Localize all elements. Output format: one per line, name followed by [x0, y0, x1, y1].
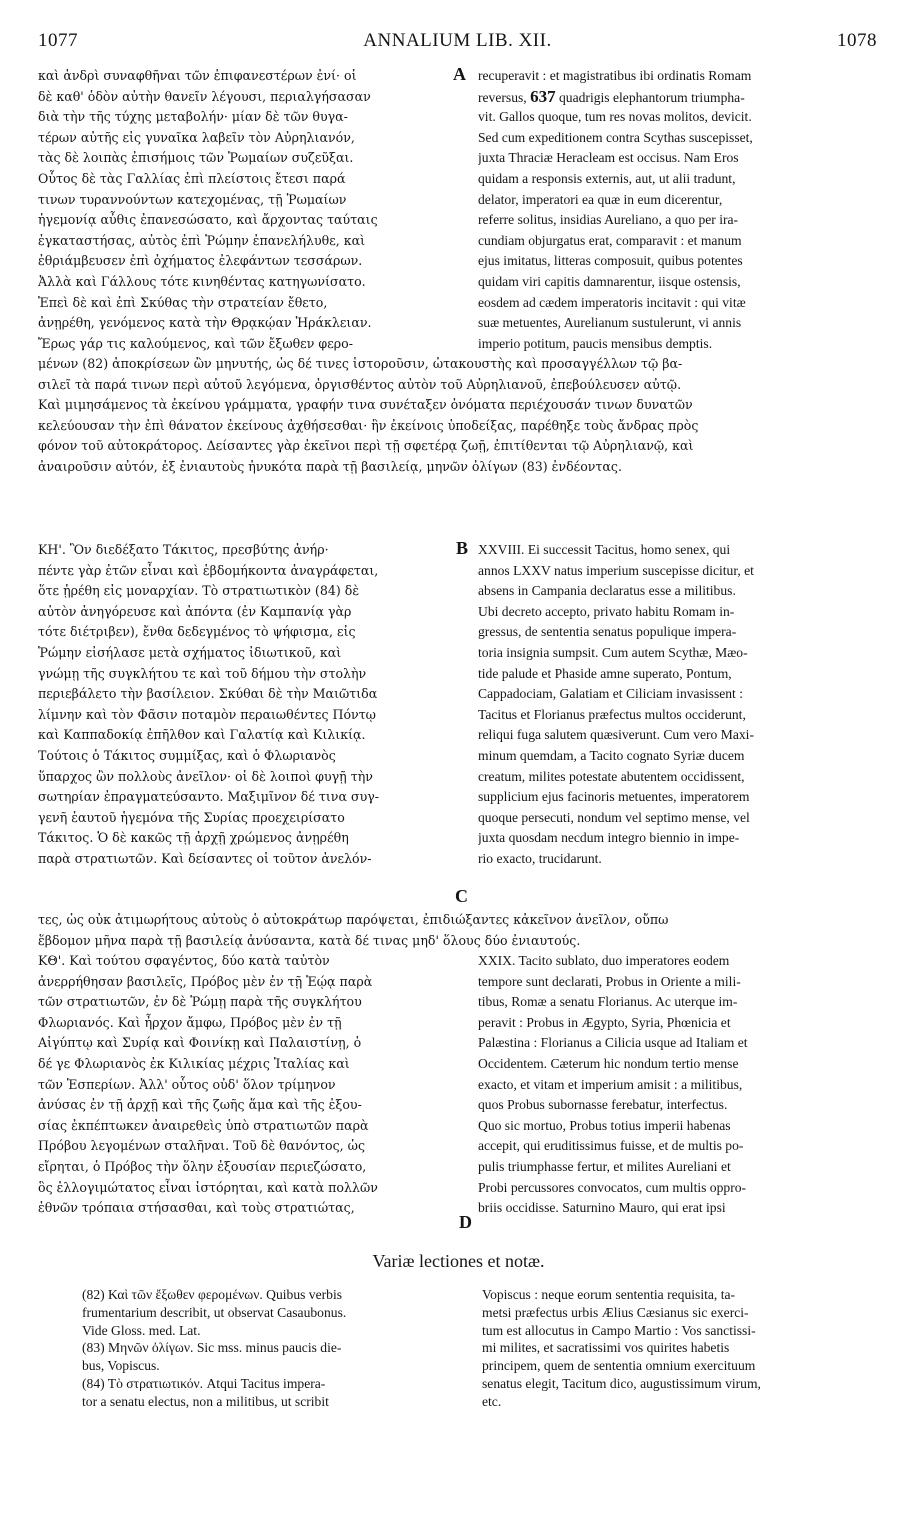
- greek-text-line: περιεβάλετο τὴν βασίλειον. Σκύθαι δὲ τὴν Μαιῶτιδα: [38, 686, 378, 702]
- latin-text-line: reliqui fuga salutem quæsiverunt. Cum vero Maxi-: [478, 727, 754, 743]
- latin-text-line: reversus, 637 quadrigis elephantorum triumpha-: [478, 86, 745, 106]
- margin-mark-b: B: [456, 538, 469, 558]
- greek-text-line: ἀνῃρέθη, γενόμενος κατὰ τὴν Θρᾳκῴαν Ἡράκλειαν.: [38, 315, 372, 331]
- greek-text-line: πέντε γὰρ ἐτῶν εἶναι καὶ ἑβδομήκοντα ἀναγράφεται,: [38, 562, 379, 578]
- latin-text-line: creatum, milites potestate abutentem occidissent,: [478, 768, 745, 784]
- latin-text-line: quidam viri capitis damnarentur, iisque ostensis,: [478, 273, 741, 289]
- greek-text-line: καὶ ἀνδρὶ συναφθῆναι τῶν ἐπιφανεστέρων ἐνί· οἱ: [38, 68, 357, 83]
- greek-column-bottom: [38, 951, 454, 1219]
- greek-text-line: Ἔρως γάρ τις καλούμενος, καὶ τῶν ἔξωθεν φερο-: [38, 335, 353, 351]
- greek-text-line: Ῥώμην εἰσήλασε μετὰ σχήματος ἰδιωτικοῦ, καὶ: [38, 644, 342, 660]
- greek-text-line: Ἀλλὰ καὶ Γάλλους τότε κινηθέντας κατηγωνίσατο.: [38, 273, 366, 289]
- greek-text-line: λίμνην καὶ τὸν Φᾶσιν ποταμὸν περαιωθέντες Πόντῳ: [38, 706, 376, 722]
- greek-text-line: Φλωριανός. Καὶ ἦρχον ἄμφω, Πρόβος μὲν ἐν τῇ: [38, 1014, 342, 1030]
- greek-text-line: ἕβδομον μῆνα παρὰ τῇ βασιλείᾳ ἀνύσαντα, κατὰ δέ τινας μηδ' ὅλους δύο ἐνιαυτούς.: [38, 932, 581, 948]
- latin-text-line: minum quemdam, a Tacito cognato Syriæ ducem: [478, 747, 745, 763]
- latin-text-line: delator, imperatori ea quæ in eum dicerentur,: [478, 191, 723, 207]
- greek-text-line: σωτηρίαν ἐπραγματεύσαντο. Μαξιμῖνον δέ τινα συγ-: [38, 789, 380, 805]
- greek-text-line: καὶ Καππαδοκίᾳ ἐπῆλθον καὶ Γαλατίᾳ καὶ Κιλικίᾳ.: [38, 727, 366, 743]
- greek-text-line: ΚΗ'. Ὃν διεδέξατο Τάκιτος, πρεσβύτης ἀνήρ·: [38, 542, 329, 557]
- latin-text-line: toria insignia sumpsit. Cum autem Scythæ, Mæo-: [478, 644, 748, 660]
- latin-text-line: quidam a responsis externis, aut, ut alii tradunt,: [478, 170, 736, 186]
- latin-text-line: XXVIII. Ei successit Tacitus, homo senex, qui: [478, 542, 731, 557]
- note-line: tum est allocutus in Campo Martio : Vos sanctissi-: [482, 1322, 756, 1338]
- latin-text-line: juxta quosdam necdum integro biennio in impe-: [478, 830, 740, 846]
- latin-column-top: [478, 66, 880, 354]
- latin-text-line: Probi percussores convocatos, cum multis oppro-: [478, 1179, 747, 1195]
- latin-text-line: juxta Thraciæ Heracleam est occisus. Nam Eros: [478, 150, 739, 166]
- notes-heading: Variæ lectiones et notæ.: [372, 1251, 545, 1271]
- note-line: (83) Μηνῶν ὀλίγων. Sic mss. minus paucis die-: [82, 1340, 342, 1356]
- latin-text-line: cundiam objurgatus erat, comparavit : et manum: [478, 232, 742, 248]
- latin-text-line: supplicium ejus facinoris metuentes, imperatorem: [478, 789, 750, 805]
- greek-text-line: Τάκιτος. Ὁ δὲ κακῶς τῇ ἀρχῇ χρώμενος ἀνῃρέθη: [38, 830, 349, 846]
- latin-text-line: imperio potitum, paucis mensibus demptis.: [478, 335, 713, 351]
- greek-full-width-passage-2: [38, 910, 880, 951]
- latin-text-line: Occidentem. Cæterum hic nondum tertio mense: [478, 1055, 739, 1071]
- greek-column-top: [38, 66, 454, 354]
- greek-column-middle: [38, 540, 454, 870]
- latin-text-line: referre solitus, insidias Aureliano, a quo per ira-: [478, 212, 739, 228]
- running-title: ANNALIUM LIB. XII.: [363, 30, 552, 51]
- greek-text-line: δέ γε Φλωριανὸς ἐκ Κιλικίας μέχρις Ἰταλίας καὶ: [38, 1055, 350, 1071]
- greek-text-line: ΚΘ'. Καὶ τούτου σφαγέντος, δύο κατὰ ταὐτὸν: [38, 953, 330, 968]
- latin-text-line: exacto, et vitam et imperium amisit : a militibus,: [478, 1076, 743, 1092]
- latin-text-line: rio exacto, trucidarunt.: [478, 850, 602, 866]
- latin-text-line: accepit, qui eruditissimus fuisse, et de multis po-: [478, 1138, 744, 1154]
- greek-text-line: τὰς δὲ λοιπὰς ἐπισήμοις τῶν Ῥωμαίων συζεῦξαι.: [38, 150, 354, 166]
- greek-text-line: ὃς ἐλλογιμώτατος εἶναι ἱστόρηται, καὶ κατὰ πολλῶν: [38, 1179, 378, 1195]
- latin-text-line: eosdem ad cædem imperatoris incitavit : qui vitæ: [478, 294, 746, 310]
- latin-text-line: quos Probus subornasse ferebatur, interfectus.: [478, 1097, 728, 1113]
- margin-mark-c: C: [455, 886, 468, 906]
- greek-text-line: σίας ἐκπέπτωκεν ἀναιρεθεὶς ὑπὸ στρατιωτῶν παρὰ: [38, 1117, 369, 1133]
- greek-text-line: παρὰ στρατιωτῶν. Καὶ δείσαντες οἱ τοῦτον ἀνελόν-: [38, 850, 372, 866]
- greek-full-width-passage-1: [38, 354, 880, 478]
- greek-text-line: φόνον τοῦ αὐτοκράτορος. Δείσαντες γὰρ ἐκεῖνοι περὶ τῇ σφετέρᾳ ζωῇ, ἐπιτίθενται τῷ Αὐρηλιανῷ, καὶ: [38, 438, 694, 454]
- greek-text-line: αὐτὸν ἀνηγόρευσε καὶ ἀπόντα (ἐν Καμπανίᾳ γὰρ: [38, 603, 352, 619]
- greek-text-line: τινων τυραννούντων κατεχομένας, τῇ Ῥωμαίων: [38, 191, 347, 207]
- latin-text-line: ejus imitatus, litteras composuit, quibus potentes: [478, 253, 743, 269]
- greek-text-line: Καὶ μιμησάμενος τὰ ἐκείνου γράμματα, γραφήν τινα συνέταξεν ὀνόματα περιέχουσάν τινων δυνατῶν: [38, 397, 693, 413]
- latin-text-line: recuperavit : et magistratibus ibi ordinatis Romam: [478, 68, 752, 83]
- greek-text-line: διὰ τὴν τῆς τύχης μεταβολήν· μίαν δὲ τῶν θυγα-: [38, 109, 348, 125]
- note-line: tor a senatu electus, non a militibus, ut scribit: [82, 1393, 329, 1409]
- greek-text-line: ἀνύσας ἐν τῇ ἀρχῇ καὶ τῆς ζωῆς ἅμα καὶ τῆς ἐξου-: [38, 1097, 362, 1113]
- greek-text-line: εἴρηται, ὁ Πρόβος τὴν ὅλην ἐξουσίαν περιεζώσατο,: [38, 1158, 367, 1174]
- latin-text-line: Tacitus et Florianus præfectus multos occiderunt,: [478, 706, 746, 722]
- note-line: frumentarium describit, ut observat Casaubonus.: [82, 1304, 347, 1320]
- note-line: etc.: [482, 1393, 502, 1409]
- latin-text-line: XXIX. Tacito sublato, duo imperatores eodem: [478, 953, 730, 968]
- original-page-number: 637: [530, 86, 556, 106]
- latin-text-line: Palæstina : Florianus a Cilicia usque ad Italiam et: [478, 1035, 748, 1051]
- latin-text-line: pulis triumphasse fertur, et milites Aureliani et: [478, 1158, 731, 1174]
- greek-text-line: τῶν Ἑσπερίων. Ἀλλ' οὗτος οὐδ' ὅλον τρίμηνον: [38, 1076, 336, 1092]
- greek-text-line: ἐθριάμβευσεν ἐπὶ ὀχήματος ἐλεφάντων τεσσάρων.: [38, 253, 363, 269]
- greek-text-line: τότε διέτριβεν), ἔνθα δεδεγμένος τὸ ψήφισμα, εἰς: [38, 624, 356, 640]
- greek-text-line: Αἰγύπτῳ καὶ Συρίᾳ καὶ Φοινίκῃ καὶ Παλαιστίνῃ, ὁ: [38, 1035, 362, 1051]
- margin-mark-a: A: [453, 64, 466, 84]
- greek-text-line: τες, ὡς οὐκ ἀτιμωρήτους αὐτοὺς ὁ αὐτοκράτωρ παρόψεται, ἐπιδιώξαντες κἀκεῖνον ἀνεῖλον, οὔπω: [38, 912, 669, 927]
- greek-text-line: Ἐπεὶ δὲ καὶ ἐπὶ Σκύθας τὴν στρατείαν ἔθετο,: [38, 294, 328, 310]
- notes-right-column: [482, 1286, 882, 1411]
- greek-text-line: δὲ καθ' ὁδὸν αὐτὴν θανεῖν λέγουσι, περιαλγήσασαν: [38, 88, 371, 104]
- note-line: bus, Vopiscus.: [82, 1358, 160, 1374]
- latin-text-line: Quo sic mortuo, Probus totius imperii habenas: [478, 1117, 731, 1133]
- latin-text-line: peravit : Probus in Ægypto, Syria, Phœnicia et: [478, 1014, 731, 1030]
- greek-text-line: Οὗτος δὲ τὰς Γαλλίας ἐπὶ πλείστοις ἔτεσι παρά: [38, 170, 346, 186]
- greek-text-line: σιλεῖ τὰ παρά τινων περὶ αὐτοῦ λεγόμενα, ὀργισθέντος αὐτὸν τοῦ Αὐρηλιανοῦ, ἐπεβούλευσεν αὐτῷ.: [38, 376, 682, 392]
- latin-text-line: briis occidisse. Saturnino Mauro, qui erat ipsi: [478, 1200, 726, 1216]
- note-line: senatus elegit, Tacitum dico, augustissimum virum,: [482, 1375, 761, 1391]
- note-line: (84) Τὸ στρατιωτικόν. Atqui Tacitus impera-: [82, 1375, 326, 1391]
- page-number-left: 1077: [38, 30, 78, 51]
- greek-text-line: ἐγκαταστήσας, αὐτὸς ἐπὶ Ῥώμην ἐπανελήλυθε, καὶ: [38, 232, 366, 248]
- latin-column-bottom: [478, 951, 880, 1219]
- note-line: mi milites, et sacratissimi vos quirites habetis: [482, 1340, 730, 1356]
- latin-text-line: annos LXXV natus imperium suscepisse dicitur, et: [478, 562, 754, 578]
- note-line: principem, quem de sententia omnium exercituum: [482, 1358, 756, 1374]
- greek-text-line: ὕπαρχος ὢν πολλοὺς ἀνεῖλον· οἱ δὲ λοιποὶ φυγῇ τὴν: [38, 768, 373, 784]
- latin-text-line: Ubi decreto accepto, privato habitu Romam in-: [478, 603, 735, 619]
- latin-text-line: gressus, de sententia senatus populique impera-: [478, 624, 737, 640]
- latin-text-line: suæ metuentes, Aurelianum sustulerunt, vi annis: [478, 315, 742, 331]
- latin-text-line: vit. Gallos quoque, tum res novas molitos, devicit.: [478, 109, 752, 125]
- note-line: Vide Gloss. med. Lat.: [82, 1322, 201, 1338]
- greek-text-line: τῶν στρατιωτῶν, ἐν δὲ Ῥώμῃ παρὰ τῆς συγκλήτου: [38, 994, 362, 1010]
- note-line: (82) Καὶ τῶν ἔξωθεν φερομένων. Quibus verbis: [82, 1287, 343, 1302]
- greek-text-line: μένων (82) ἀποκρίσεων ὢν μηνυτής, ὡς δέ τινες ἱστοροῦσιν, ὠτακουστὴς καὶ προσαγγέλλων τῷ βα-: [38, 356, 683, 371]
- latin-text-line: tempore sunt declarati, Probus in Oriente a mili-: [478, 973, 741, 989]
- greek-text-line: τέρων αὐτῆς εἰς γυναῖκα λαβεῖν τὸν Αὐρηλιανόν,: [38, 129, 355, 145]
- greek-text-line: ὅτε ᾑρέθη εἰς μοναρχίαν. Τὸ στρατιωτικὸν (84) δὲ: [38, 583, 360, 599]
- latin-text-line: Sed cum expeditionem contra Scythas suscepisset,: [478, 129, 753, 145]
- greek-text-line: ἀνερρήθησαν βασιλεῖς, Πρόβος μὲν ἐν τῇ Ἑῴᾳ παρὰ: [38, 973, 373, 989]
- greek-text-line: ἡγεμονίᾳ αὖθις ἐπανεσώσατο, καὶ ἄρχοντας ταύταις: [38, 212, 378, 228]
- page-number-right: 1078: [837, 30, 877, 51]
- latin-text-line: tibus, Romæ a senatu Florianus. Ac uterque im-: [478, 994, 738, 1010]
- note-line: metsi præfectus urbis Ælius Cæsianus sic exerci-: [482, 1304, 749, 1320]
- latin-text-line: absens in Campania declaratus esse a militibus.: [478, 583, 736, 599]
- running-header: [38, 30, 877, 60]
- greek-text-line: γενῆ ἑαυτοῦ ἡγεμόνα τῆς Συρίας προεχειρίσατο: [38, 809, 345, 825]
- greek-text-line: γνώμῃ τῆς συγκλήτου τε καὶ τοῦ δήμου τὴν στολὴν: [38, 665, 367, 681]
- greek-text-line: ἀναιροῦσιν αὐτόν, ἐξ ἐνιαυτοὺς ἠνυκότα παρὰ τῇ βασιλείᾳ, μηνῶν ὀλίγων (83) ἐνδέοντας.: [38, 458, 622, 474]
- latin-column-middle: [478, 540, 880, 870]
- latin-text-line: tide palude et Phaside amne superato, Pontum,: [478, 665, 732, 681]
- greek-text-line: κελεύουσαν τὴν ἐπὶ θάνατον ἐκείνους ἀχθήσεσθαι· ἣν ἐκείνοις ὑποδείξας, παρέθηξε τοὺς ἄνδρας πρὸς: [38, 417, 699, 433]
- greek-text-line: ἐθνῶν τρόπαια στήσασθαι, καὶ τοὺς στρατιώτας,: [38, 1200, 355, 1216]
- margin-mark-d: D: [459, 1212, 472, 1232]
- notes-left-column: [82, 1286, 464, 1411]
- greek-text-line: Τούτοις ὁ Τάκιτος συμμίξας, καὶ ὁ Φλωριανὸς: [38, 747, 336, 763]
- latin-text-line: Cappadociam, Galatiam et Ciliciam invasissent :: [478, 686, 744, 702]
- note-line: Vopiscus : neque eorum sententia requisita, ta-: [482, 1287, 736, 1302]
- greek-text-line: Πρόβου λεγομένων σταλῆναι. Τοῦ δὲ θανόντος, ὡς: [38, 1138, 365, 1154]
- latin-text-line: quoque persecuti, nondum vel septimo mense, vel: [478, 809, 750, 825]
